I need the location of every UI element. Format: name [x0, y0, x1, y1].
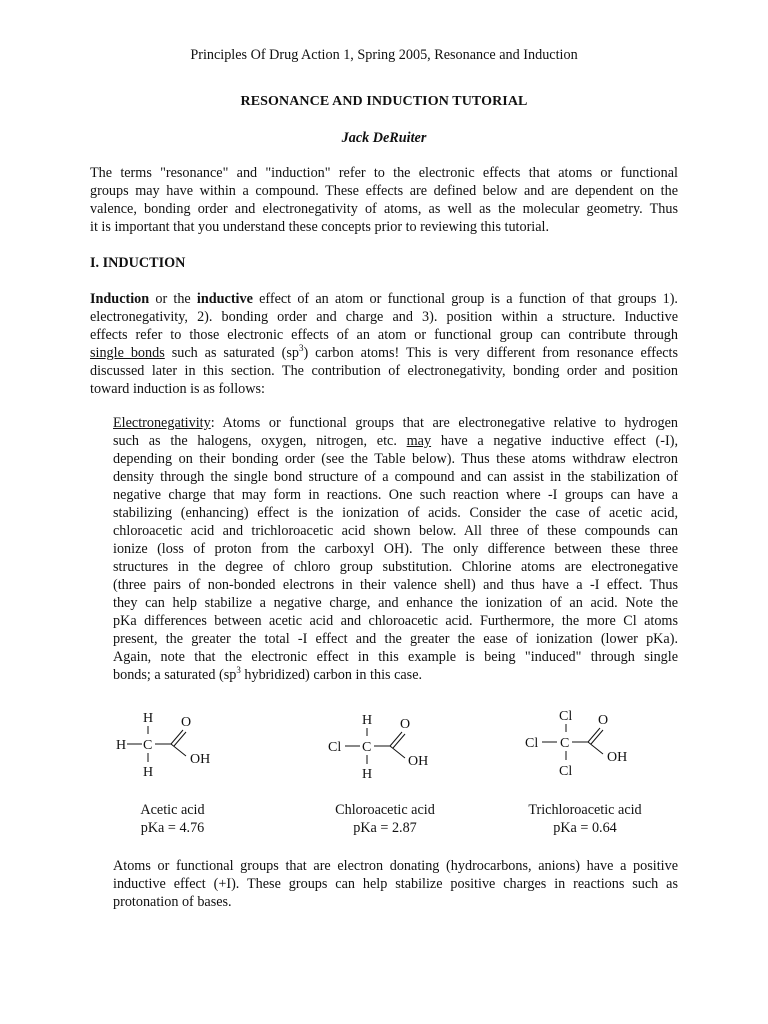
text-run: effect of an atom or functional group is a function of that groups 1).	[252, 291, 678, 307]
atom-label: OH	[408, 754, 429, 769]
electroneg-line: Again, note that the electronic effect in this example is being "induced" through single	[113, 649, 678, 665]
text-run: bonds; a saturated (sp	[113, 667, 237, 683]
electroneg-line: depending on their bonding order (see the Table below). Thus these atoms withdraw electron	[113, 451, 678, 467]
caption-chloroacetic-acid	[310, 801, 460, 837]
compound-pka: pKa = 0.64	[553, 820, 617, 836]
electronegativity-paragraph	[113, 414, 678, 684]
caption-acetic-acid	[100, 801, 245, 837]
text-run: ) carbon atoms! This is very different from resonance effects	[303, 345, 679, 361]
compound-name: Acetic acid	[140, 802, 205, 818]
intro-paragraph	[90, 164, 678, 236]
atom-label: Cl	[328, 740, 342, 755]
atom-label: O	[400, 717, 411, 732]
acetic-acid-structure	[116, 711, 210, 780]
electroneg-line: they can help stabilize a negative charge, and enhance the ionization of an acid. Note the	[113, 595, 678, 611]
document-title: RESONANCE AND INDUCTION TUTORIAL	[240, 94, 528, 109]
bond	[390, 746, 405, 758]
electroneg-line: density through the single bond structure of a compound and can assist in the stabilization of	[113, 469, 678, 485]
donating-line: Atoms or functional groups that are electron donating (hydrocarbons, anions) have a positive	[113, 858, 678, 874]
induction-line: effects refer to those electronic effects of an atom or functional group can contribute through	[90, 327, 678, 343]
running-header: Principles Of Drug Action 1, Spring 2005, Resonance and Induction	[190, 47, 578, 63]
electroneg-line: negative charge that may form in reactions. One such reaction where -I groups can have a	[113, 487, 678, 503]
atom-label: OH	[607, 750, 628, 765]
electroneg-line	[113, 432, 678, 450]
text-run: such as the halogens, oxygen, nitrogen, etc.	[113, 433, 407, 449]
text-run: hybridized) carbon in this case.	[240, 667, 423, 683]
section-heading-induction: I. INDUCTION	[90, 255, 186, 271]
electroneg-line: present, the greater the total -I effect and the greater the ease of ionization (lower pKa).	[113, 631, 678, 647]
electroneg-line: ionize (loss of proton from the carboxyl OH). The only difference between these three	[113, 541, 678, 557]
induction-line: electronegativity, 2). bonding order and charge and 3). position within a structure. Inductive	[90, 309, 678, 325]
term-inductive: inductive	[196, 291, 253, 307]
text-run: such as saturated (sp	[164, 345, 299, 361]
compound-name: Trichloroacetic acid	[528, 802, 642, 818]
atom-label: H	[116, 738, 127, 753]
electroneg-line	[113, 666, 678, 684]
electroneg-line: stabilizing (enhancing) effect is the ionization of acids. Consider the case of acetic acid,	[113, 505, 678, 521]
electroneg-line: structures in the degree of chloro group substitution. Chlorine atoms are electronegative	[113, 559, 678, 575]
text-run: : Atoms or functional groups that are electronegative relative to hydrogen	[210, 415, 678, 431]
caption-trichloroacetic-acid	[500, 801, 670, 837]
underlined-electronegativity: Electronegativity	[113, 415, 211, 431]
atom-label: OH	[190, 752, 211, 767]
text-run: have a negative inductive effect (-I),	[431, 433, 678, 449]
atom-label: H	[143, 711, 154, 726]
trichloroacetic-acid-structure	[525, 709, 627, 779]
atom-label: C	[560, 736, 570, 751]
intro-line: The terms "resonance" and "induction" refer to the electronic effects that atoms or functional	[90, 165, 678, 181]
bond	[171, 744, 186, 756]
structure-drawings	[0, 700, 768, 790]
donating-paragraph	[113, 857, 678, 911]
donating-line: inductive effect (+I). These groups can help stabilize positive charges in reactions such as	[113, 876, 678, 892]
intro-line: it is important that you understand these concepts prior to reviewing this tutorial.	[90, 219, 550, 235]
underlined-may: may	[406, 433, 432, 449]
intro-line: groups may have within a compound. These effects are defined below and are dependent on the	[90, 183, 678, 199]
induction-line	[90, 344, 678, 362]
atom-label: Cl	[525, 736, 539, 751]
superscript: 3	[298, 343, 304, 353]
atom-label: O	[181, 715, 192, 730]
induction-line: discussed later in this section. The contribution of electronegativity, bonding order and position	[90, 363, 678, 379]
electroneg-line: (three pairs of non-bonded electrons in their valence shell) and thus have a -I effect. Thus	[113, 577, 678, 593]
atom-label: H	[143, 765, 154, 780]
compound-pka: pKa = 4.76	[140, 820, 205, 836]
donating-line: protonation of bases.	[113, 894, 232, 910]
underlined-single-bonds: single bonds	[90, 345, 165, 361]
text-run: or the	[149, 291, 197, 307]
superscript: 3	[236, 665, 241, 675]
bond	[588, 742, 603, 754]
induction-line	[90, 290, 678, 308]
chemical-structures	[0, 700, 768, 850]
atom-label: H	[362, 713, 373, 728]
atom-label: H	[362, 767, 373, 782]
atom-label: Cl	[559, 764, 573, 779]
term-induction: Induction	[90, 291, 150, 307]
atom-label: O	[598, 713, 609, 728]
atom-label: C	[143, 738, 153, 753]
chloroacetic-acid-structure	[328, 713, 428, 782]
compound-pka: pKa = 2.87	[353, 820, 417, 836]
electroneg-line: pKa differences between acetic acid and chloroacetic acid. Furthermore, the more Cl atoms	[113, 613, 678, 629]
intro-line: valence, bonding order and electronegativity of atoms, as well as the molecular geometry. Thus	[90, 201, 678, 217]
atom-label: Cl	[559, 709, 573, 724]
electroneg-line	[113, 414, 678, 432]
document-author: Jack DeRuiter	[341, 130, 427, 146]
induction-paragraph	[90, 290, 678, 398]
induction-line: toward induction is as follows:	[90, 381, 265, 397]
electroneg-line: chloroacetic acid and trichloroacetic acid shown below. All three of these compounds can	[113, 523, 678, 539]
compound-name: Chloroacetic acid	[335, 802, 435, 818]
atom-label: C	[362, 740, 372, 755]
